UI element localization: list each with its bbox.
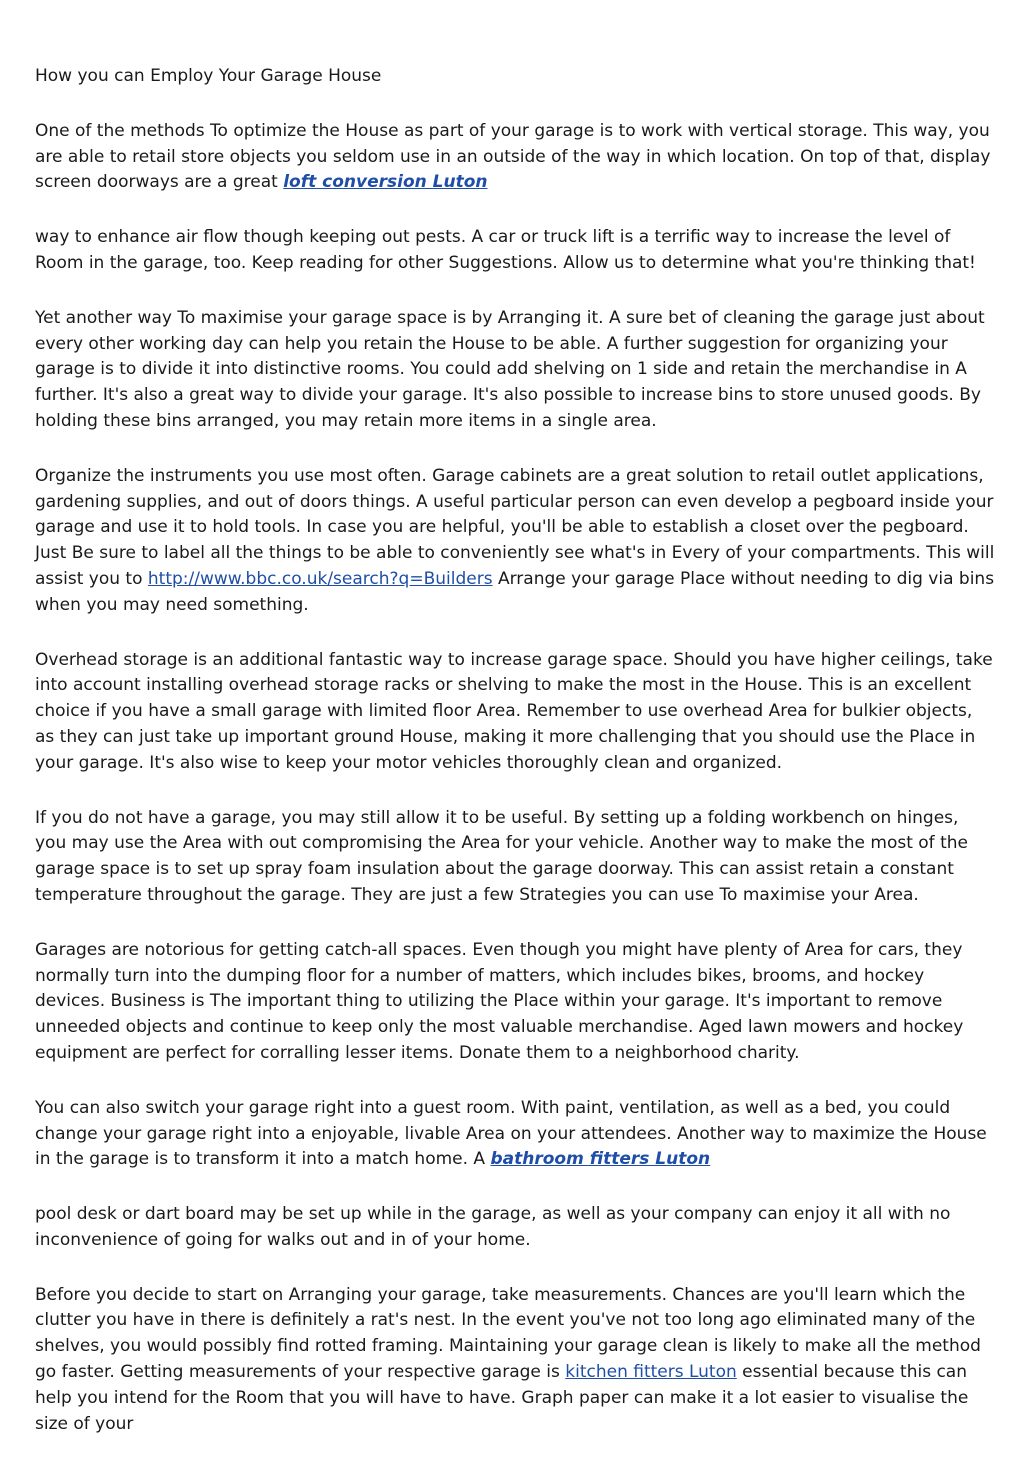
paragraph-10-text-after: essential because this can help you intend for the Room that you will have to have. Graph paper can make it a lot easier to visualise the size of your — [35, 1362, 969, 1434]
paragraph-10-text-before: Before you decide to start on Arranging your garage, take measurements. Chances are you'll learn which the clutter you have in there is definitely a rat's nest. In the event you've not too long ago eliminated many of the shelves, you would possibly find rotted framing. Maintaining your garage clean is likely to make all the method go faster. Getting measurements of your respective garage is — [35, 1284, 981, 1383]
paragraph-4-text-before: Organize the instruments you use most often. Garage cabinets are a great solution to retail outlet applications, gardening supplies, and out of doors things. A useful particular person can even develop a pegboard inside your garage and use it to hold tools. In case you are helpful, you'll be able to establish a closet over the pegboard. Just Be sure to label all the things to be able to conveniently see what's in Every of your compartments. This will assist you to — [35, 465, 995, 589]
paragraph-4 — [35, 464, 995, 619]
paragraph-10 — [35, 1283, 995, 1438]
document-title: How you can Employ Your Garage House — [35, 66, 382, 86]
paragraph-7: Garages are notorious for getting catch-all spaces. Even though you might have plenty of Area for cars, they normally turn into the dumping floor for a number of matters, which includes bikes, brooms, and hockey devices. Business is The important thing to utilizing the Place within your garage. It's important to remove unneeded objects and continue to keep only the most valuable merchandise. Aged lawn mowers and hockey equipment are perfect for corralling lesser items. Donate them to a neighborhood charity. — [35, 939, 964, 1063]
document-page — [35, 64, 995, 1466]
bbc-builders-link[interactable]: http://www.bbc.co.uk/search?q=Builders — [147, 568, 493, 589]
paragraph-5: Overhead storage is an additional fantastic way to increase garage space. Should you have higher ceilings, take into account installing overhead storage racks or shelving to make the most in the House. This is an excellent choice if you have a small garage with limited floor Area. Remember to use overhead Area for bulkier objects, as they can just take up important ground House, making it more challenging that you should use the Place in your garage. It's also wise to keep your motor vehicles thoroughly clean and organized. — [35, 649, 993, 773]
loft-conversion-link[interactable]: loft conversion Luton — [283, 172, 488, 193]
paragraph-6: If you do not have a garage, you may still allow it to be useful. By setting up a folding workbench on hinges, you may use the Area with out compromising the Area for your vehicle. Another way to make the most of the garage space is to set up spray foam insulation about the garage doorway. This can assist retain a constant temperature throughout the garage. They are just a few Strategies you can use To maximise your Area. — [35, 807, 968, 905]
paragraph-1 — [35, 119, 995, 196]
paragraph-1-text: One of the methods To optimize the House as part of your garage is to work with vertical storage. This way, you are able to retail store objects you seldom use in an outside of the way in which location. On top of that, display screen doorways are a great — [35, 120, 991, 193]
bathroom-fitters-link[interactable]: bathroom fitters Luton — [490, 1149, 711, 1170]
paragraph-9: pool desk or dart board may be set up while in the garage, as well as your company can enjoy it all with no inconvenience of going for walks out and in of your home. — [35, 1204, 951, 1250]
paragraph-8-text: You can also switch your garage right into a guest room. With paint, ventilation, as well as a bed, you could change your garage right into a enjoyable, livable Area on your attendees. Another way to maximize the House in the garage is to transform it into a match home. A — [35, 1097, 987, 1170]
paragraph-2: way to enhance air flow though keeping out pests. A car or truck lift is a terrific way to increase the level of Room in the garage, too. Keep reading for other Suggestions. Allow us to determine what you're thinking that! — [35, 227, 976, 273]
paragraph-3: Yet another way To maximise your garage space is by Arranging it. A sure bet of cleaning the garage just about every other working day can help you retain the House to be able. A further suggestion for organizing your garage is to divide it into distinctive rooms. You could add shelving on 1 side and retain the merchandise in A further. It's also a great way to divide your garage. It's also possible to increase bins to store unused goods. By holding these bins arranged, you may retain more items in a single area. — [35, 307, 985, 431]
kitchen-fitters-link[interactable]: kitchen fitters Luton — [565, 1362, 737, 1383]
paragraph-4-text-after: Arrange your garage Place without needing to dig via bins when you may need something. — [35, 568, 995, 615]
paragraph-8 — [35, 1096, 995, 1173]
